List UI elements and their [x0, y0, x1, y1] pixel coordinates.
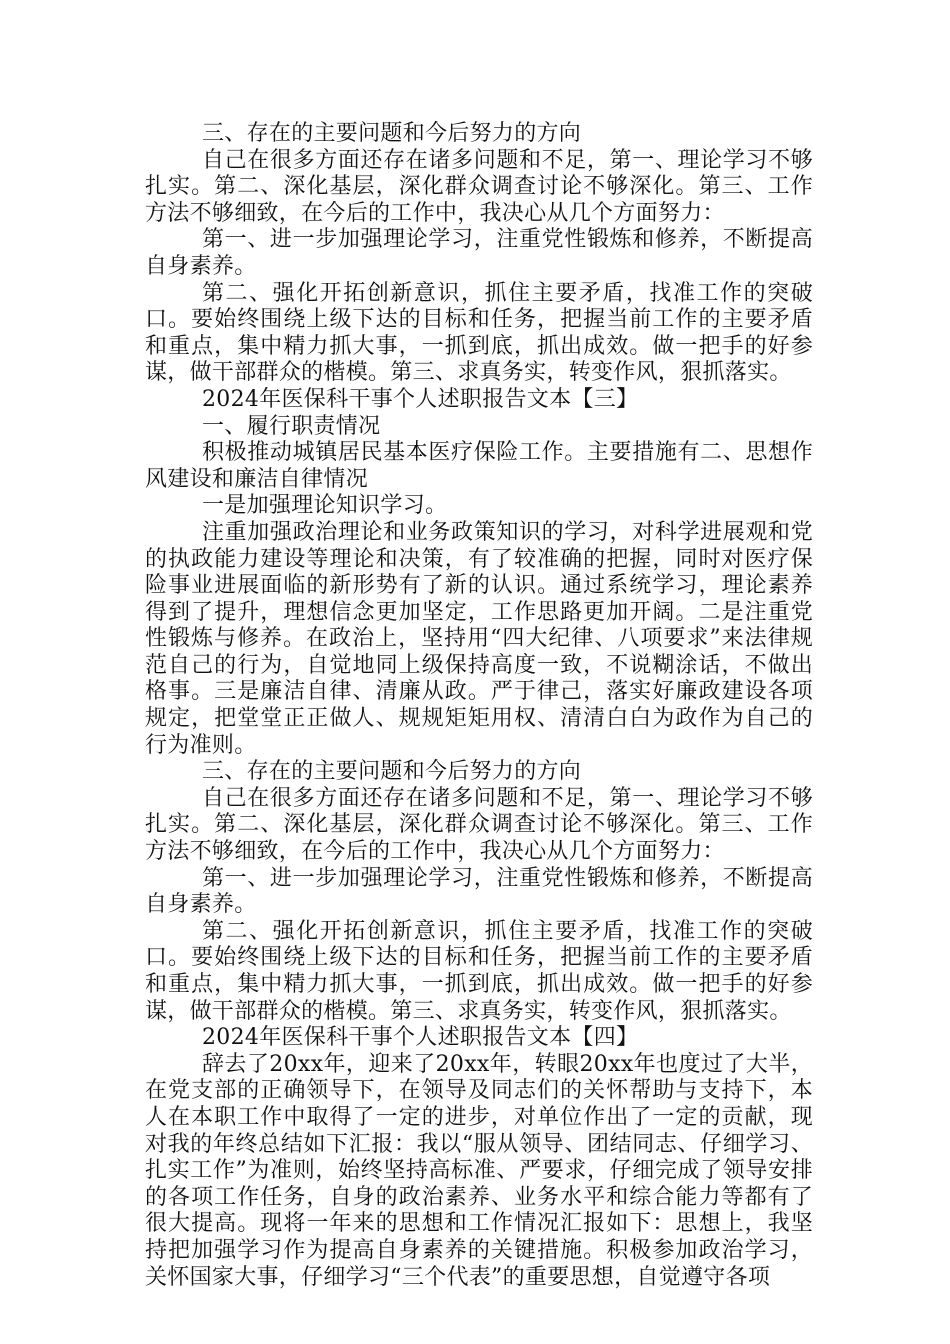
paragraph: 第二、强化开拓创新意识，抓住主要矛盾，找准工作的突破口。要始终围绕上级下达的目标和任务，把握当前工作的主要矛盾和重点，集中精力抓大事，一抓到底，抓出成效。做一把手的好参谋，做干部群众的楷模。第三、求真务实，转变作风，狠抓落实。	[145, 918, 813, 1024]
paragraph: 辞去了20xx年，迎来了20xx年，转眼20xx年也度过了大半，在党支部的正确领导下，在领导及同志们的关怀帮助与支持下，本人在本职工作中取得了一定的进步，对单位作出了一定的贡献，现对我的年终总结如下汇报：我以“服从领导、团结同志、仔细学习、扎实工作”为准则，始终坚持高标准、严要求，仔细完成了领导安排的各项工作任务，自身的政治素养、业务水平和综合能力等都有了很大提高。现将一年来的思想和工作情况汇报如下：思想上，我坚持把加强学习作为提高自身素养的关键措施。积极参加政治学习，关怀国家大事，仔细学习“三个代表”的重要思想，自觉遵守各项	[145, 1051, 813, 1290]
paragraph: 第一、进一步加强理论学习，注重党性锻炼和修养，不断提高自身素养。	[145, 227, 813, 279]
paragraph: 一是加强理论知识学习。	[202, 493, 448, 519]
paragraph: 自己在很多方面还存在诸多问题和不足，第一、理论学习不够扎实。第二、深化基层，深化群众调查讨论不够深化。第三、工作方法不够细致，在今后的工作中，我决心从几个方面努力：	[145, 785, 813, 865]
report-title: 2024年医保科干事个人述职报告文本【三】	[202, 386, 639, 412]
document-body	[145, 121, 813, 1291]
paragraph: 第二、强化开拓创新意识，抓住主要矛盾，找准工作的突破口。要始终围绕上级下达的目标和任务，把握当前工作的主要矛盾和重点，集中精力抓大事，一抓到底，抓出成效。做一把手的好参谋，做干部群众的楷模。第三、求真务实，转变作风，狠抓落实。	[145, 280, 813, 386]
paragraph: 积极推动城镇居民基本医疗保险工作。主要措施有二、思想作风建设和廉洁自律情况	[145, 440, 813, 492]
section-heading: 一、履行职责情况	[202, 413, 381, 439]
paragraph: 第一、进一步加强理论学习，注重党性锻炼和修养，不断提高自身素养。	[145, 865, 813, 918]
report-title: 2024年医保科干事个人述职报告文本【四】	[202, 1025, 639, 1051]
section-heading: 三、存在的主要问题和今后努力的方向	[202, 121, 582, 146]
paragraph: 自己在很多方面还存在诸多问题和不足，第一、理论学习不够扎实。第二、深化基层，深化群众调查讨论不够深化。第三、工作方法不够细致，在今后的工作中，我决心从几个方面努力：	[145, 147, 813, 226]
section-heading: 三、存在的主要问题和今后努力的方向	[202, 759, 582, 785]
paragraph: 注重加强政治理论和业务政策知识的学习，对科学进展观和党的执政能力建设等理论和决策，有了较准确的把握，同时对医疗保险事业进展面临的新形势有了新的认识。通过系统学习，理论素养得到了提升，理想信念更加坚定，工作思路更加开阔。二是注重党性锻炼与修养。在政治上，坚持用“四大纪律、八项要求”来法律规范自己的行为，自觉地同上级保持高度一致，不说糊涂话，不做出格事。三是廉洁自律、清廉从政。严于律己，落实好廉政建设各项规定，把堂堂正正做人、规规矩矩用权、清清白白为政作为自己的行为准则。	[145, 519, 813, 758]
